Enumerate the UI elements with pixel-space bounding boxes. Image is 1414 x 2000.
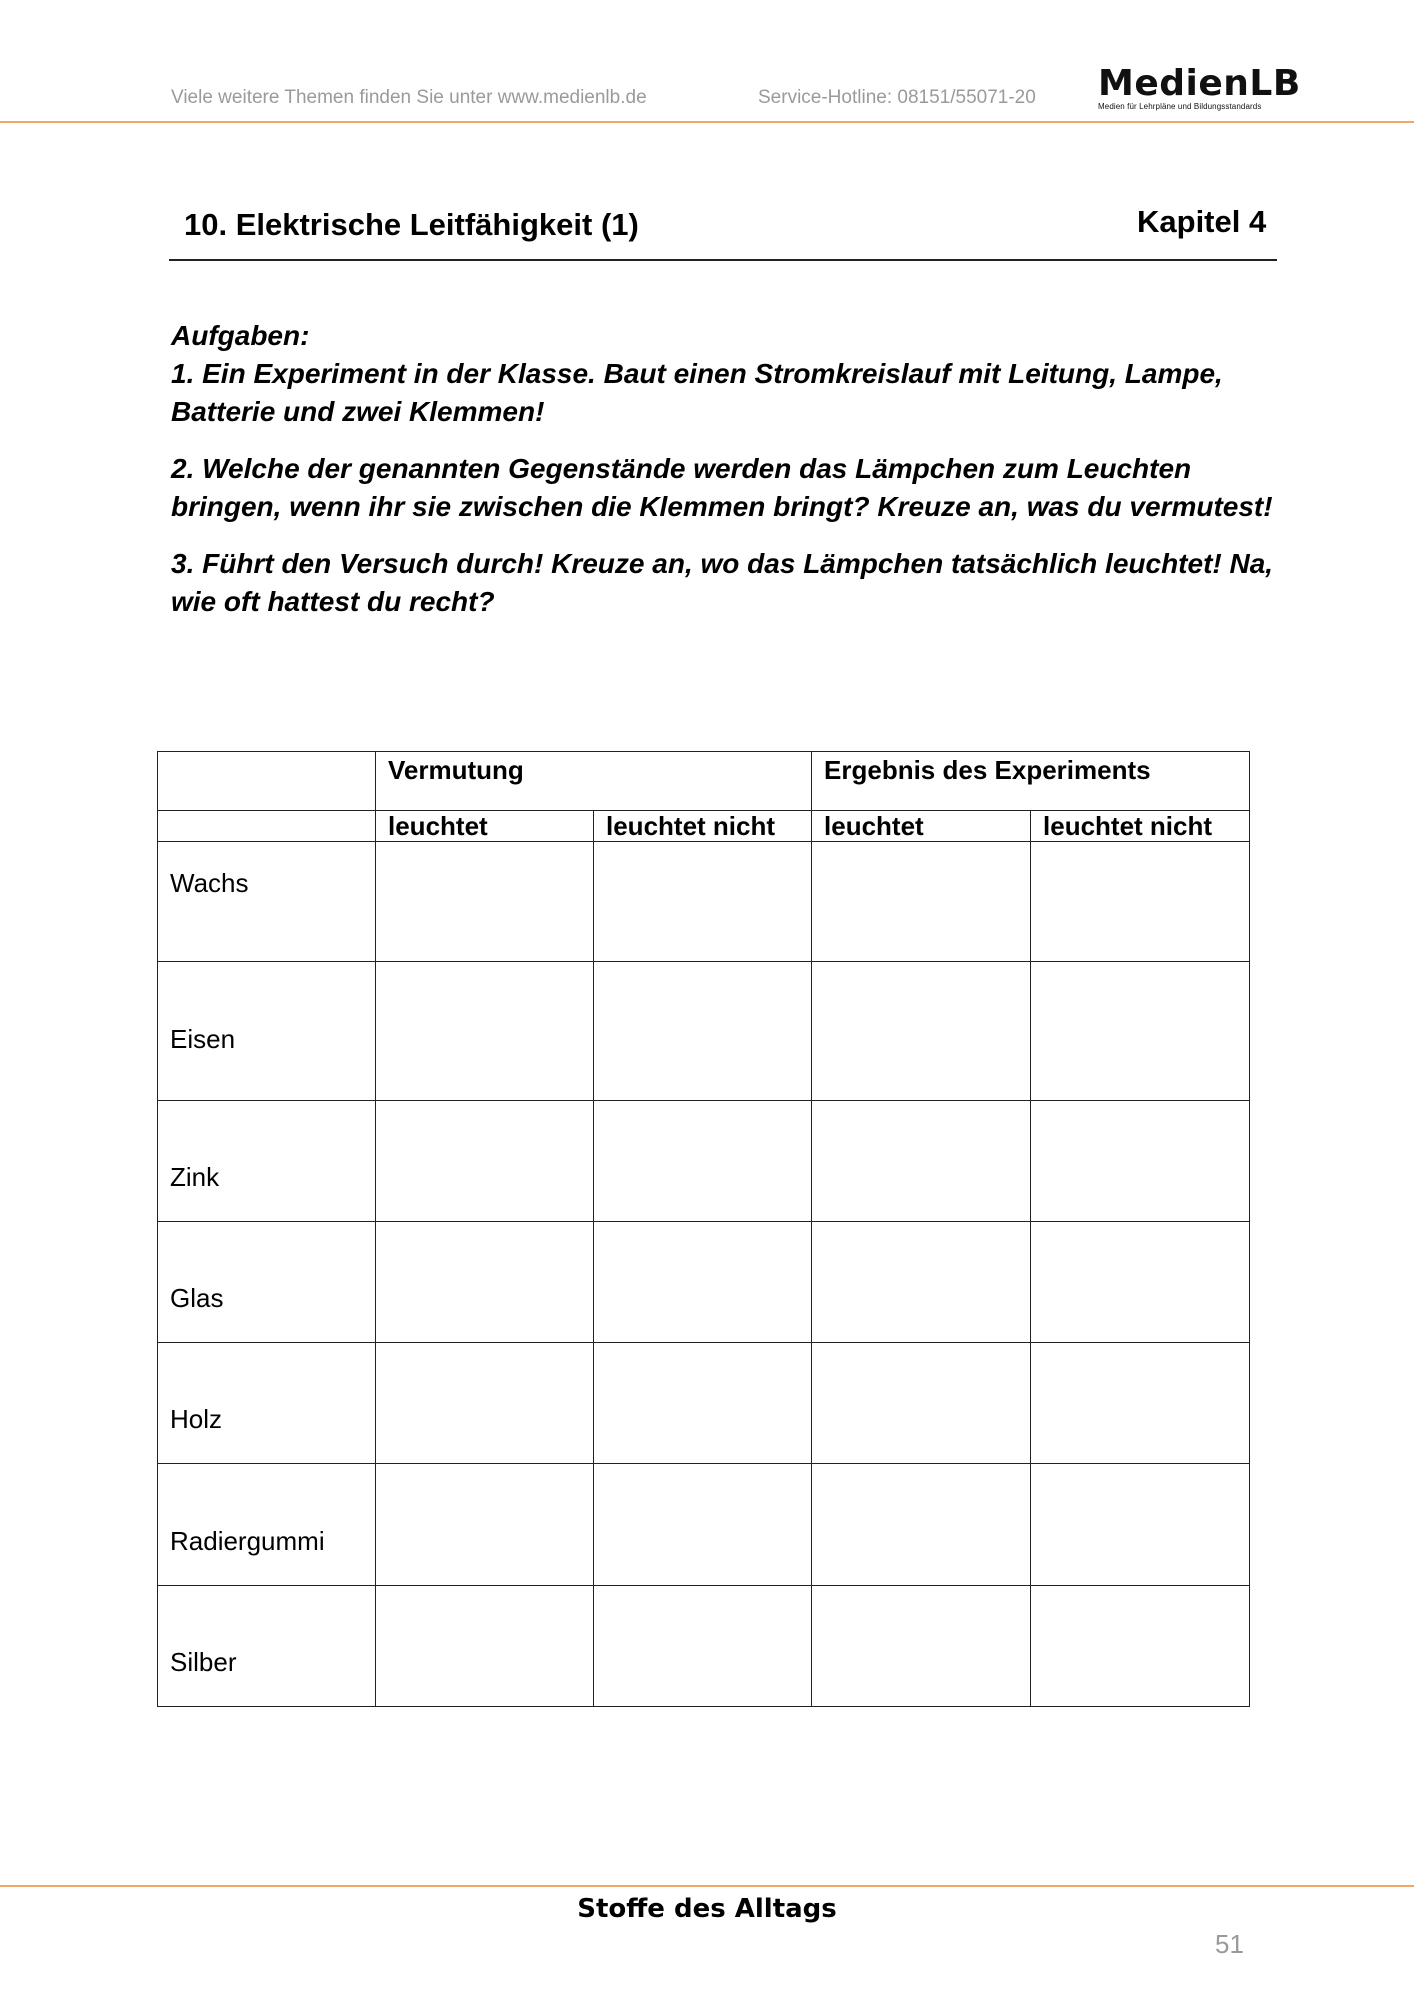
checkbox-cell[interactable]: [812, 842, 1031, 962]
header-vermutung: Vermutung: [376, 752, 812, 811]
header-ergebnis: Ergebnis des Experiments: [812, 752, 1250, 811]
task-2: 2. Welche der genannten Gegenstände werden das Lämpchen zum Leuchten bringen, wenn ihr sie zwischen die Klemmen bringt? Kreuze an, was du vermutest!: [171, 453, 1273, 522]
material-label: Radiergummi: [158, 1464, 376, 1586]
table-row: [158, 1464, 1250, 1586]
checkbox-cell[interactable]: [1031, 1464, 1250, 1586]
subheader-ergebnis-leuchtet: leuchtet: [812, 811, 1031, 842]
medienlb-logo: [1098, 63, 1301, 112]
checkbox-cell[interactable]: [812, 1464, 1031, 1586]
subheader-vermutung-leuchtet-nicht: leuchtet nicht: [594, 811, 812, 842]
table-subheader-row: [158, 811, 1250, 842]
logo-subtitle: Medien für Lehrpläne und Bildungsstandards: [1098, 102, 1262, 111]
checkbox-cell[interactable]: [594, 1222, 812, 1343]
checkbox-cell[interactable]: [1031, 962, 1250, 1101]
page-number: 51: [1215, 1929, 1244, 1959]
header-website-text: Viele weitere Themen finden Sie unter www.medienlb.de: [171, 87, 647, 108]
logo-title: MedienLB: [1098, 63, 1301, 104]
checkbox-cell[interactable]: [594, 962, 812, 1101]
checkbox-cell[interactable]: [1031, 1222, 1250, 1343]
page-title: 10. Elektrische Leitfähigkeit (1): [184, 207, 639, 242]
table-row: [158, 962, 1250, 1101]
footer-divider: [0, 1885, 1414, 1887]
checkbox-cell[interactable]: [1031, 1343, 1250, 1464]
checkbox-cell[interactable]: [812, 1222, 1031, 1343]
chapter-label: Kapitel 4: [1137, 204, 1267, 239]
checkbox-cell[interactable]: [376, 1222, 594, 1343]
checkbox-cell[interactable]: [376, 1464, 594, 1586]
task-3: 3. Führt den Versuch durch! Kreuze an, wo das Lämpchen tatsächlich leuchtet! Na, wie oft hattest du recht?: [171, 548, 1274, 617]
checkbox-cell[interactable]: [376, 1343, 594, 1464]
checkbox-cell[interactable]: [1031, 1586, 1250, 1707]
table-row: [158, 1343, 1250, 1464]
table-header-row: [158, 752, 1250, 811]
checkbox-cell[interactable]: [376, 1101, 594, 1222]
checkbox-cell[interactable]: [594, 1343, 812, 1464]
checkbox-cell[interactable]: [376, 842, 594, 962]
header-divider: [0, 121, 1414, 123]
material-label: Eisen: [158, 962, 376, 1101]
title-divider: [169, 259, 1277, 261]
footer-title: Stoffe des Alltags: [577, 1894, 837, 1924]
checkbox-cell[interactable]: [1031, 842, 1250, 962]
table-row: [158, 1101, 1250, 1222]
material-label: Glas: [158, 1222, 376, 1343]
table-row: [158, 1222, 1250, 1343]
table-subheader-empty: [158, 811, 376, 842]
material-label: Holz: [158, 1343, 376, 1464]
tasks-section: [171, 317, 1281, 621]
checkbox-cell[interactable]: [376, 1586, 594, 1707]
material-label: Wachs: [158, 842, 376, 962]
checkbox-cell[interactable]: [812, 962, 1031, 1101]
checkbox-cell[interactable]: [376, 962, 594, 1101]
subheader-ergebnis-leuchtet-nicht: leuchtet nicht: [1031, 811, 1250, 842]
checkbox-cell[interactable]: [594, 1586, 812, 1707]
task-1: 1. Ein Experiment in der Klasse. Baut einen Stromkreislauf mit Leitung, Lampe, Batterie und zwei Klemmen!: [171, 358, 1223, 427]
subheader-vermutung-leuchtet: leuchtet: [376, 811, 594, 842]
checkbox-cell[interactable]: [812, 1343, 1031, 1464]
table-row: [158, 842, 1250, 962]
material-label: Silber: [158, 1586, 376, 1707]
table-row: [158, 1586, 1250, 1707]
material-label: Zink: [158, 1101, 376, 1222]
checkbox-cell[interactable]: [594, 1101, 812, 1222]
checkbox-cell[interactable]: [812, 1586, 1031, 1707]
checkbox-cell[interactable]: [812, 1101, 1031, 1222]
tasks-heading: Aufgaben:: [171, 320, 310, 351]
checkbox-cell[interactable]: [594, 1464, 812, 1586]
checkbox-cell[interactable]: [594, 842, 812, 962]
table-corner-cell: [158, 752, 376, 811]
experiment-table: [157, 751, 1250, 1707]
header-hotline-text: Service-Hotline: 08151/55071-20: [758, 87, 1036, 108]
checkbox-cell[interactable]: [1031, 1101, 1250, 1222]
